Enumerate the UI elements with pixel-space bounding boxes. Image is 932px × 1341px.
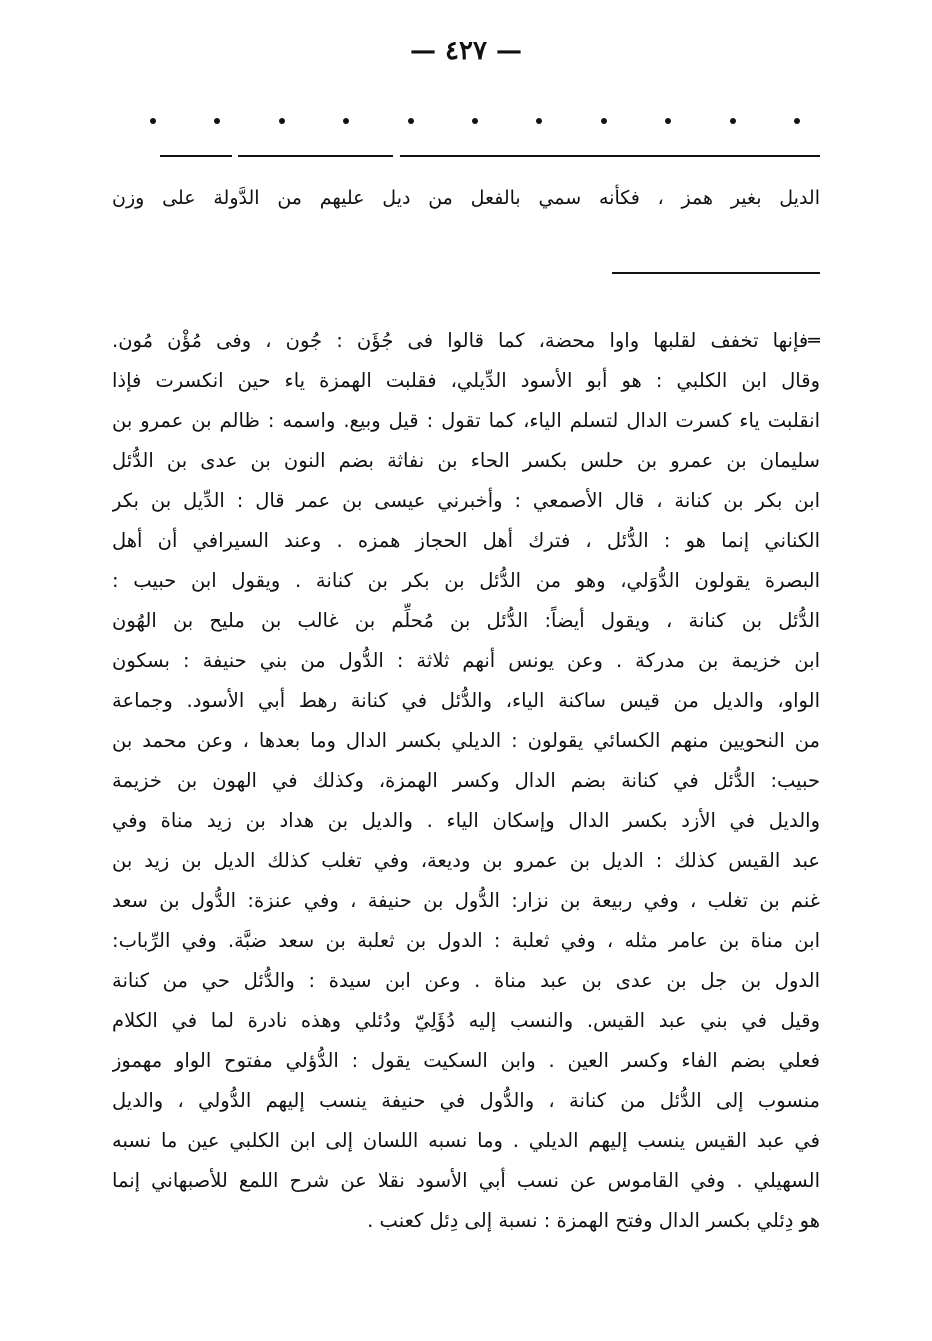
- body-line: غنم بن تغلب ، وفي ربيعة بن نزار: الدُّول بن حنيفة ، وفي عنزة: الدُّول بن سعد: [112, 889, 820, 912]
- footnote-rule: [612, 272, 820, 274]
- body-line: سليمان بن عمرو بن حلس بكسر الحاء بن نفاثة بضم النون بن عدى بن الدُّئل: [112, 449, 820, 472]
- page-number: — ٤٢٧ —: [409, 36, 523, 66]
- body-line: عبد القيس كذلك : الديل بن عمرو بن وديعة، وفي تغلب كذلك الديل بن زيد بن: [112, 849, 820, 872]
- section-separator-dots: [150, 118, 800, 124]
- separator-dot: [408, 118, 414, 124]
- body-line: في عبد القيس ينسب إليهم الديلي . وما نسبه اللسان إلى ابن الكلبي عين ما نسبه: [112, 1129, 820, 1152]
- top-rule-segment: [400, 155, 820, 157]
- separator-dot: [730, 118, 736, 124]
- separator-dot: [536, 118, 542, 124]
- body-line: ابن مناة بن عامر مثله ، وفي ثعلبة : الدول بن ثعلبة بن سعد ضبَّة. وفي الرِّباب:: [112, 929, 820, 952]
- body-line: ابن خزيمة بن مدركة . وعن يونس أنهم ثلاثة : الدُّول من بني حنيفة : بسكون: [112, 649, 820, 672]
- separator-dot: [343, 118, 349, 124]
- footnote-line: الديل بغير همز ، فكأنه سمي بالفعل من ديل عليهم من الدَّولة على وزن: [112, 187, 820, 209]
- body-line: ═فإنها تخفف لقلبها واوا محضة، كما قالوا فى جُؤَن : جُون ، وفى مُؤْن مُون.: [112, 329, 820, 352]
- body-line: منسوب إلى الدُّئل من كنانة ، والدُّول في حنيفة ينسب إليهم الدُّولي ، والديل: [112, 1089, 820, 1112]
- top-rule-segment: [160, 155, 232, 157]
- body-line: وقيل في بني عبد القيس. والنسب إليه دُؤَلِيّ ودُئلي وهذه نادرة لما في الكلام: [112, 1009, 820, 1032]
- body-line: الدول بن جل بن عدى بن عبد مناة . وعن ابن سيدة : والدُّئل حي من كنانة: [112, 969, 820, 992]
- separator-dot: [150, 118, 156, 124]
- body-line: هو دِئلي بكسر الدال وفتح الهمزة : نسبة إلى دِئل كعنب .: [367, 1209, 820, 1232]
- separator-dot: [665, 118, 671, 124]
- separator-dot: [794, 118, 800, 124]
- body-line: من النحويين منهم الكسائي يقولون : الديلي بكسر الدال وما بعدها ، وعن محمد بن: [112, 729, 820, 752]
- body-line: حبيب: الدُّئل في كنانة بضم الدال وكسر الهمزة، وكذلك في الهون بن خزيمة: [112, 769, 820, 792]
- body-line: فعلي بضم الفاء وكسر العين . وابن السكيت يقول : الدُّؤلي مفتوح الواو مهموز: [112, 1049, 820, 1072]
- top-rule-segment: [238, 155, 393, 157]
- body-line: والديل في الأزد بكسر الدال وإسكان الياء . والديل بن هداد بن زيد مناة وفي: [112, 809, 820, 832]
- body-line: البصرة يقولون الدُّوَلي، وهو من الدُّئل بن بكر بن كنانة . ويقول ابن حبيب :: [112, 569, 820, 592]
- body-line: السهيلي . وفي القاموس عن نسب أبي الأسود نقلا عن شرح اللمع للأصبهاني إنما: [112, 1169, 820, 1192]
- separator-dot: [472, 118, 478, 124]
- separator-dot: [601, 118, 607, 124]
- separator-dot: [214, 118, 220, 124]
- body-line: ابن بكر بن كنانة ، قال الأصمعي : وأخبرني عيسى بن عمر قال : الدِّيل بن بكر: [112, 489, 820, 512]
- body-line: انقلبت ياء كسرت الدال لتسلم الياء، كما تقول : قيل وبيع. واسمه : ظالم بن عمرو بن: [112, 409, 820, 432]
- body-line: الدُّئل بن كنانة ، ويقول أيضاً: الدُّئل بن مُحلِّم بن غالب بن مليح بن الهُون: [112, 609, 820, 632]
- separator-dot: [279, 118, 285, 124]
- body-line: الواو، والديل من قيس ساكنة الياء، والدُّئل في كنانة رهط أبي الأسود. وجماعة: [112, 689, 820, 712]
- body-line: وقال ابن الكلبي : هو أبو الأسود الدِّيلي، فقلبت الهمزة ياء حين انكسرت فإذا: [112, 369, 820, 392]
- body-line: الكناني إنما هو : الدُّئل ، فترك أهل الحجاز همزه . وعند السيرافي أن أهل: [112, 529, 820, 552]
